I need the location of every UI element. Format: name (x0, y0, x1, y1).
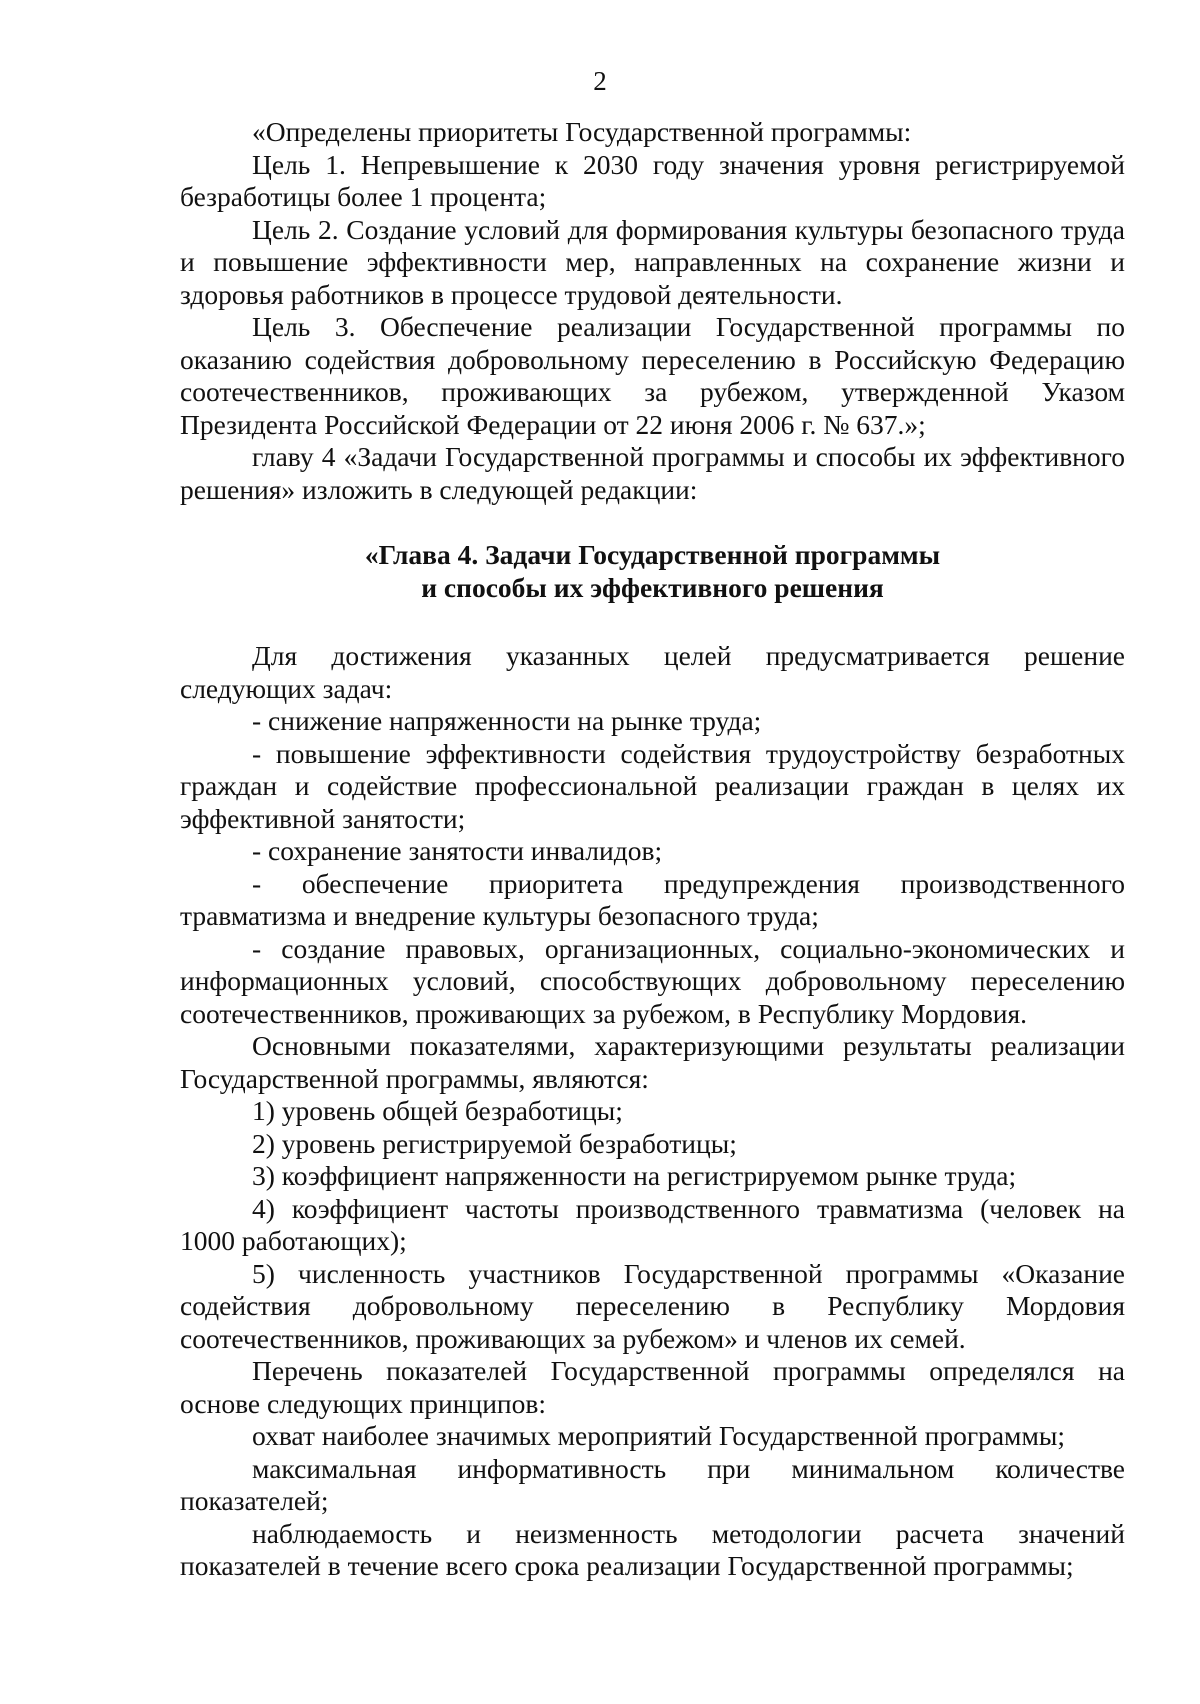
paragraph: Цель 3. Обеспечение реализации Государственной программы по оказанию содействия добровольному переселению в Российскую Федерацию соотечественников, проживающих за рубежом, утвержденной Указом Президента Российской Федерации от 22 июня 2006 г. № 637.»; (180, 311, 1125, 440)
paragraph: Цель 1. Непревышение к 2030 году значения уровня регистрируемой безработицы более 1 процента; (180, 148, 1125, 212)
chapter-heading-line-1: «Глава 4. Задачи Государственной программы (364, 539, 941, 570)
list-item: - снижение напряженности на рынке труда; (252, 705, 762, 736)
list-item: максимальная информативность при минимальном количестве показателей; (180, 1452, 1125, 1516)
list-item: наблюдаемость и неизменность методологии расчета значений показателей в течение всего срока реализации Государственной программы; (180, 1517, 1125, 1581)
list-item: 1) уровень общей безработицы; (252, 1095, 623, 1126)
paragraph: «Определены приоритеты Государственной программы: (252, 116, 912, 147)
paragraph: Цель 2. Создание условий для формирования культуры безопасного труда и повышение эффективности мер, направленных на сохранение жизни и здоровья работников в процессе трудовой деятельности. (180, 213, 1125, 310)
list-item: 2) уровень регистрируемой безработицы; (252, 1127, 737, 1159)
paragraph: главу 4 «Задачи Государственной программы и способы их эффективного решения» изложить в следующей редакции: (180, 441, 1125, 505)
paragraph: Перечень показателей Государственной программы определялся на основе следующих принципов: (180, 1355, 1125, 1419)
list-item: охват наиболее значимых мероприятий Государственной программы; (252, 1420, 1065, 1451)
list-item: 5) численность участников Государственной программы «Оказание содействия добровольному переселению в Республику Мордовия соотечественников, проживающих за рубежом» и членов их семей. (180, 1257, 1125, 1354)
page-number: 2 (593, 66, 607, 96)
chapter-heading (180, 539, 1125, 604)
document-body (180, 116, 1125, 1583)
paragraph: Основными показателями, характеризующими результаты реализации Государственной программы, являются: (180, 1030, 1125, 1094)
list-item: - создание правовых, организационных, социально-экономических и информационных условий, способствующих добровольному переселению соотечественников, проживающих за рубежом, в Республику Мордовия. (180, 932, 1125, 1029)
list-item: 4) коэффициент частоты производственного травматизма (человек на 1000 работающих); (180, 1192, 1125, 1256)
list-item: - обеспечение приоритета предупреждения производственного травматизма и внедрение культуры безопасного труда; (180, 867, 1125, 931)
list-item: - сохранение занятости инвалидов; (252, 835, 663, 866)
list-item: 3) коэффициент напряженности на регистрируемом рынке труда; (252, 1160, 1017, 1191)
chapter-heading-line-2: и способы их эффективного решения (421, 571, 884, 603)
paragraph: Для достижения указанных целей предусматривается решение следующих задач: (180, 640, 1125, 704)
list-item: - повышение эффективности содействия трудоустройству безработных граждан и содействие профессиональной реализации граждан в целях их эффективной занятости; (180, 737, 1125, 834)
